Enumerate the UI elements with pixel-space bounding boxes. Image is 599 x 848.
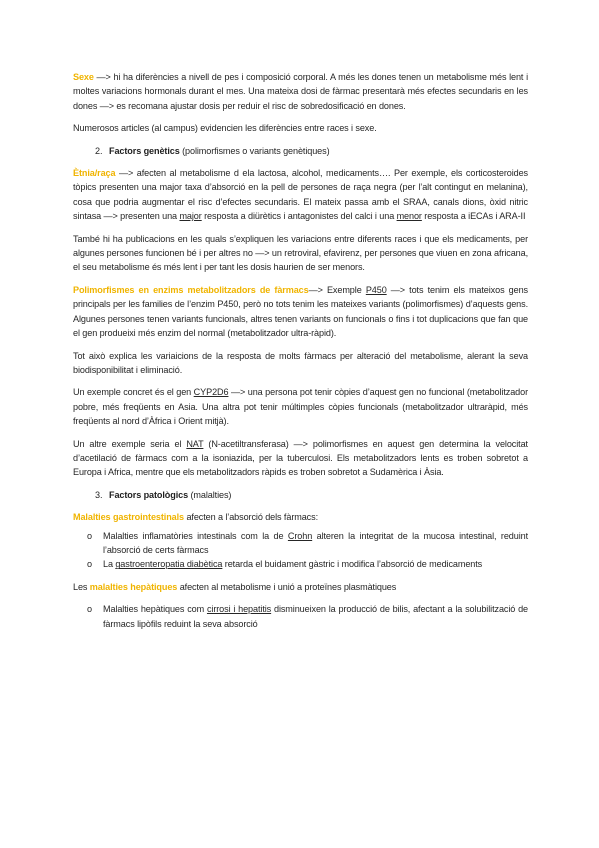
heading-rest: (polimorfismes o variants genètiques) xyxy=(179,145,330,156)
heading-title: Factors patològics xyxy=(109,489,189,500)
underlined-term: menor xyxy=(396,211,422,222)
highlight-polimorfismes: Polimorfismes en enzims metabolitzadors de fàrmacs xyxy=(73,284,309,295)
bullet-icon: o xyxy=(87,559,92,570)
highlight-sexe: Sexe xyxy=(73,72,94,82)
text: resposta a diürètics i antagonistes del calci i una xyxy=(201,211,397,222)
underlined-term: Crohn xyxy=(287,530,313,541)
gastro-list xyxy=(73,529,528,572)
underlined-term: gastroenteropatia diabètica xyxy=(115,559,223,570)
underlined-term: major xyxy=(179,211,202,222)
underlined-term: cirrosi i hepatitis xyxy=(206,604,272,615)
text: alteren la integritat de la mucosa intestinal, reduint l’absorció de certs fàrmacs xyxy=(103,530,529,555)
bullet-icon: o xyxy=(87,604,92,615)
underlined-term: CYP2D6 xyxy=(193,387,229,398)
text: Les xyxy=(73,581,90,592)
highlight-etnia: Ètnia/raça xyxy=(73,168,116,179)
paragraph-sexe xyxy=(73,70,528,113)
paragraph-polimorfismes xyxy=(73,283,528,341)
text: afecten al metabolisme i unió a proteïnes plasmàtiques xyxy=(177,581,397,592)
text: La xyxy=(103,559,116,570)
paragraph-publicacions: També hi ha publicacions en les quals s’expliquen les variacions entre diferents races i que els medicaments, per algunes persones funcionen bé i per altres no —> un retroviral, efavirenz, per persones que viuen en zona africana, el seu metabolisme és més lent i per tant les dosis haurien de ser menors. xyxy=(73,233,528,273)
underlined-term: P450 xyxy=(365,284,387,295)
paragraph-races: Numerosos articles (al campus) evidencien les diferències entre races i sexe. xyxy=(73,123,377,134)
paragraph-etnia xyxy=(73,166,528,224)
hepat-list xyxy=(73,602,528,631)
document-page xyxy=(73,70,528,631)
list-item xyxy=(73,602,528,631)
heading-title: Factors genètics xyxy=(109,145,180,156)
paragraph-cyp2d6 xyxy=(73,385,528,428)
list-item xyxy=(73,529,528,558)
text: retarda el buidament gàstric i modifica l’absorció de medicaments xyxy=(222,559,483,570)
heading-factors-patologics xyxy=(73,488,528,502)
heading-factors-genetics xyxy=(73,144,528,158)
text: disminueixen la producció de bilis, afectant a la solubilització de fàrmacs lipòfils reduint la seva absorció xyxy=(103,604,528,629)
list-number: 3. xyxy=(95,489,103,500)
text-sexe: —> hi ha diferències a nivell de pes i composició corporal. A més les dones tenen un metabolisme més lent i moltes variacions hormonals durant el mes. Una mateixa dosi de fàrmac presentarà més efectes secundaris en les dones —> es recomana ajustar dosis per reduir el risc de sobredosificació en dones. xyxy=(73,72,528,111)
highlight-gastro: Malalties gastrointestinals xyxy=(73,512,185,523)
text: Un exemple concret és el gen xyxy=(73,387,194,398)
text: Un altre exemple seria el xyxy=(73,438,187,449)
paragraph-nat xyxy=(73,437,528,480)
list-number: 2. xyxy=(95,145,103,156)
bullet-icon: o xyxy=(87,530,92,541)
heading-rest: (malalties) xyxy=(188,489,232,500)
text: (N-acetiltransferasa) —> polimorfismes en aquest gen determina la velocitat d’acetilació de fàrmacs com a la isoniazida, per la tuberculosi. Els metabolitzadors lents es troben sobretot a Europa i Africa, mentre que els metabolitzadors ràpids es troben sobretot a Sudamèrica i Àsia. xyxy=(73,438,528,478)
text: —> tots tenim els mateixos gens principals per les families de l’enzim P450, però no tots tenim les mateixes variants (polimorfismes) d’aquests gens. Algunes persones tenen variants funcionals, altres tenen variants on funcionals o fins i tot duplicacions que fan que el gen produeixi més enzim del normal (metabolitzador ultra-ràpid). xyxy=(73,284,529,339)
text: —> una persona pot tenir còpies d’aquest gen no funcional (metabolitzador pobre, més freqüents en Asia. Una altra pot tenir múltimples còpies funcionals (metabolitzador ultraràpid, més freqüents al nord d’Àfrica i Orient mitjà). xyxy=(73,387,528,427)
text: —> afecten al metabolisme d ela lactosa, alcohol, medicaments…. Per exemple, els corticosteroides tòpics presenten una major taxa d’absorció en la pell de persones de raça negra (per l’alt contingut en melanina), cosa que podria augmentar el risc d’efectes secundaris. El mateix passa amb el SRAA, canals dions, òxid nitric sintasa —> presenten una xyxy=(73,168,528,222)
paragraph-tot: Tot això explica les variaicions de la resposta de molts fàrmacs per alteració del metabolisme, alerant la seva biodisponibilitat i eliminació. xyxy=(73,350,528,375)
underlined-term: NAT xyxy=(186,438,204,449)
text: Malalties inflamatòries intestinals com la de xyxy=(103,530,288,541)
paragraph-hepat xyxy=(73,580,528,594)
list-item xyxy=(73,557,528,571)
text: resposta a iECAs i ARA-II xyxy=(421,211,526,222)
text: afecten a l’absorció dels fàrmacs: xyxy=(184,512,318,523)
highlight-hepat: malalties hepàtiques xyxy=(89,581,178,592)
text: Malalties hepàtiques com xyxy=(103,604,207,615)
paragraph-gastro xyxy=(73,510,528,524)
text: —> Exemple xyxy=(308,284,366,295)
